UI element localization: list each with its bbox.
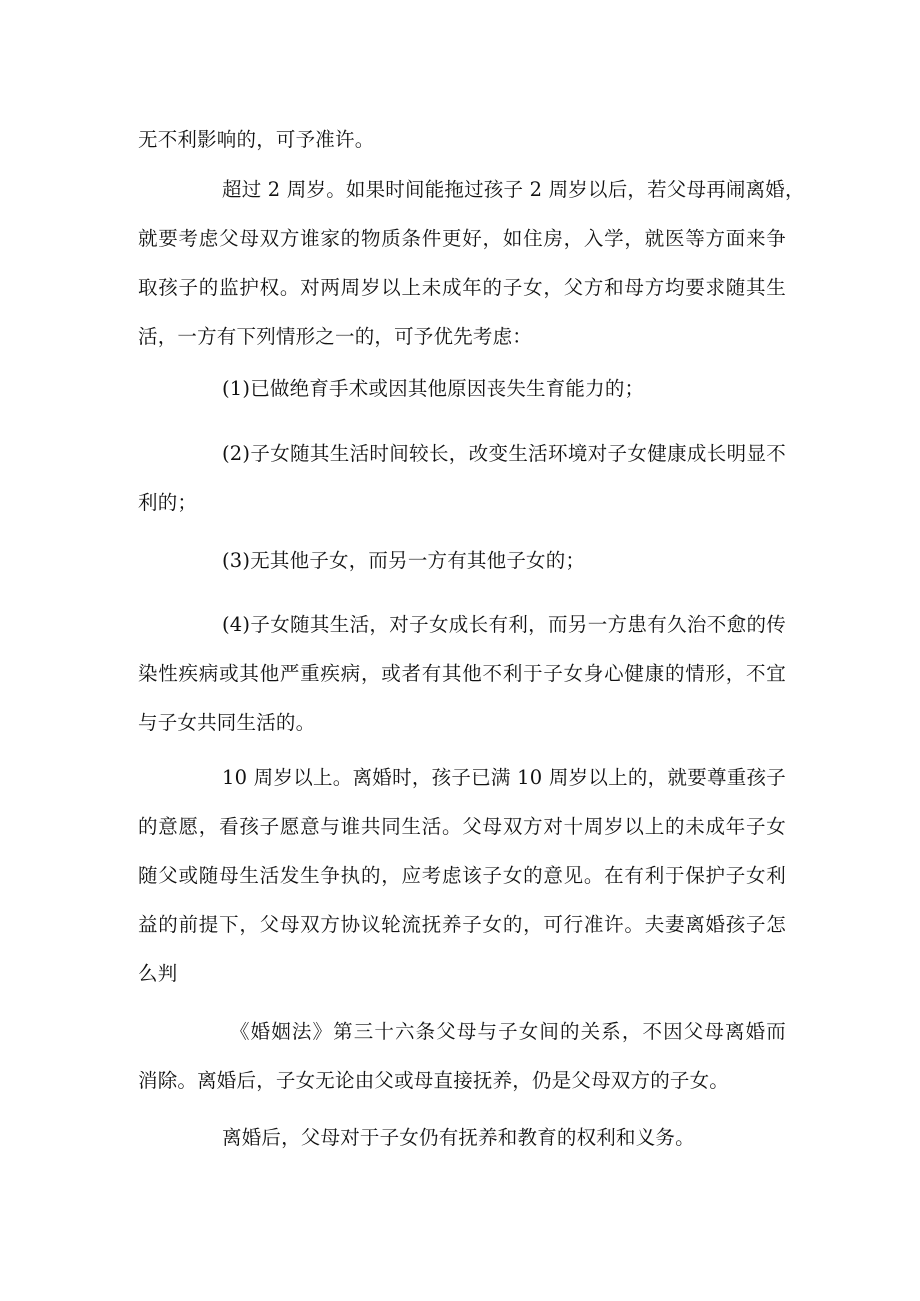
text-line: 就要考虑父母双方谁家的物质条件更好，如住房，入学，就医等方面来争 [138, 227, 786, 250]
text-line: 随父或随母生活发生争执的，应考虑该子女的意见。在有利于保护子女利 [138, 864, 786, 887]
paragraph-final: 离婚后，父母对于子女仍有抚养和教育的权利和义务。 [222, 1126, 695, 1149]
text-line: 的意愿，看孩子愿意与谁共同生活。父母双方对十周岁以上的未成年子女 [138, 815, 786, 838]
list-item-4-line-1: (4)子女随其生活，对子女成长有利，而另一方患有久治不愈的传 [222, 613, 786, 636]
text-line: 利的； [138, 491, 198, 514]
paragraph-age-10-line-1: 10 周岁以上。离婚时，孩子已满 10 周岁以上的，就要尊重孩子 [222, 766, 786, 789]
text-line: 取孩子的监护权。对两周岁以上未成年的子女，父方和母方均要求随其生 [138, 276, 786, 299]
list-item-2-line-1: (2)子女随其生活时间较长，改变生活环境对子女健康成长明显不 [222, 442, 786, 465]
paragraph-marriage-law-line-1: 《婚姻法》第三十六条父母与子女间的关系，不因父母离婚而 [230, 1020, 786, 1043]
text-line: 染性疾病或其他严重疾病，或者有其他不利于子女身心健康的情形，不宜 [138, 662, 786, 685]
text-line: 无不利影响的，可予准许。 [138, 128, 375, 151]
paragraph-age-2-line-1: 超过 2 周岁。如果时间能拖过孩子 2 周岁以后，若父母再闹离婚， [222, 178, 805, 201]
text-line: 益的前提下，父母双方协议轮流抚养子女的，可行准许。夫妻离婚孩子怎 [138, 913, 786, 936]
text-line: 活，一方有下列情形之一的，可予优先考虑： [138, 325, 533, 348]
list-item-1: (1)已做绝育手术或因其他原因丧失生育能力的； [222, 377, 645, 400]
text-line: 么判 [138, 962, 178, 985]
list-item-3: (3)无其他子女，而另一方有其他子女的； [222, 549, 586, 572]
text-line: 与子女共同生活的。 [138, 711, 316, 734]
text-line: 消除。离婚后，子女无论由父或母直接抚养，仍是父母双方的子女。 [138, 1069, 730, 1092]
